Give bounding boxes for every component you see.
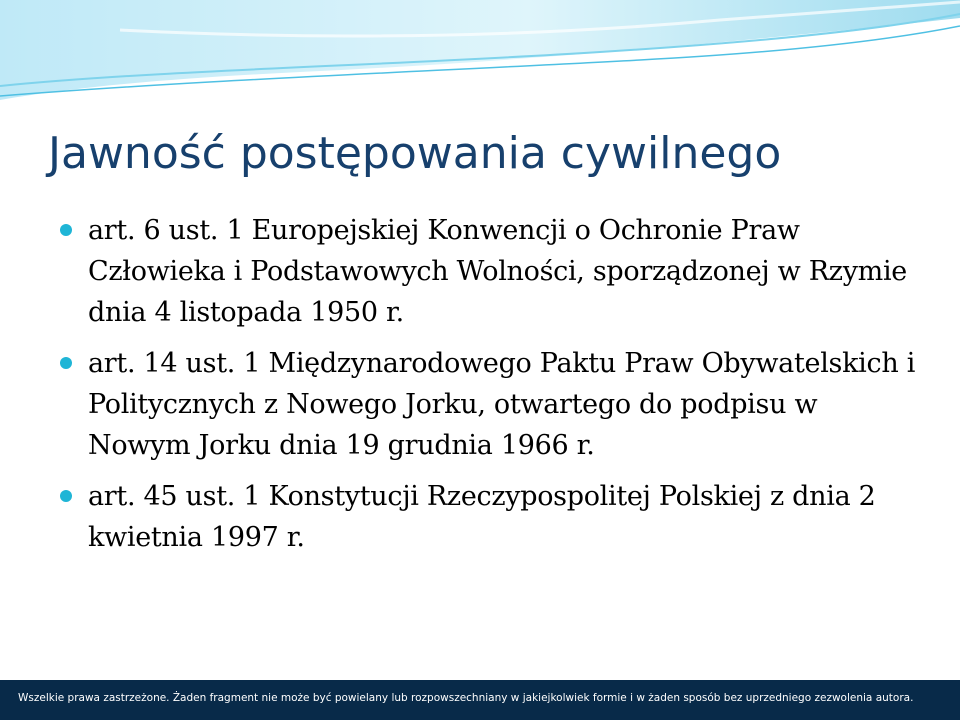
bullet-dot-icon [60, 357, 72, 369]
bullet-list [60, 210, 920, 568]
bullet-text: art. 45 ust. 1 Konstytucji Rzeczypospolitej Polskiej z dnia 2 kwietnia 1997 r. [88, 481, 876, 553]
bullet-text: art. 14 ust. 1 Międzynarodowego Paktu Praw Obywatelskich i Politycznych z Nowego Jorku, otwartego do podpisu w Nowym Jorku dnia 19 grudnia 1966 r. [88, 348, 916, 461]
bullet-dot-icon [60, 490, 72, 502]
footer-bar [0, 680, 960, 720]
bullet-dot-icon [60, 224, 72, 236]
bullet-item-pakt [60, 343, 920, 466]
bullet-item-konstytucja [60, 476, 920, 558]
copyright-notice: Wszelkie prawa zastrzeżone. Żaden fragment nie może być powielany lub rozpowszechniany w jakiejkolwiek formie i w żaden sposób bez uprzedniego zezwolenia autora. [18, 692, 914, 704]
header-wave-decoration [0, 0, 960, 110]
bullet-text: art. 6 ust. 1 Europejskiej Konwencji o Ochronie Praw Człowieka i Podstawowych Wolności, sporządzonej w Rzymie dnia 4 listopada 1950 r. [88, 215, 907, 328]
bullet-item-konwencja [60, 210, 920, 333]
slide-title: Jawność postępowania cywilnego [48, 128, 782, 179]
